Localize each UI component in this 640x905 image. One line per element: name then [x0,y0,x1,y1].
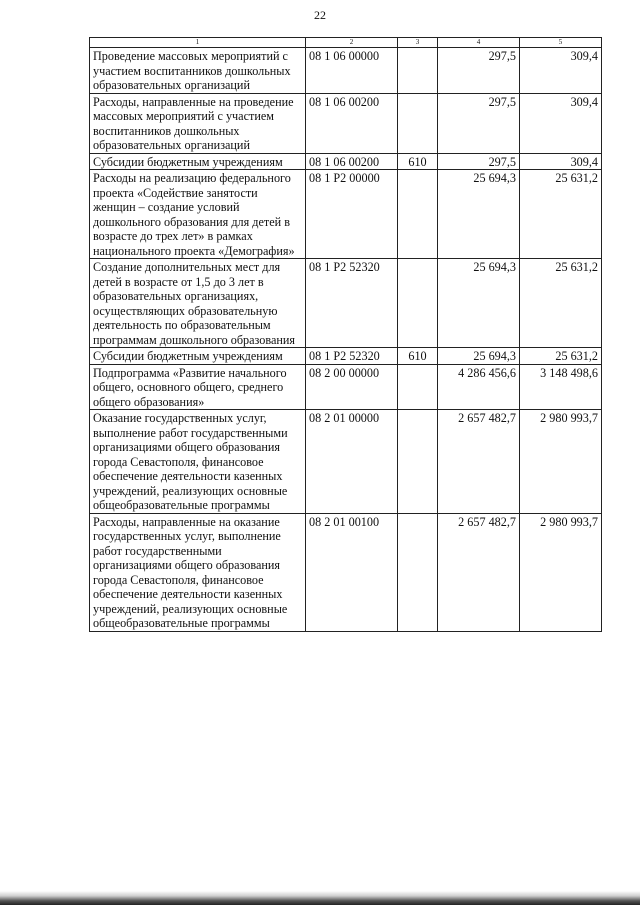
row-value-1: 25 694,3 [438,259,520,348]
row-value-1: 4 286 456,6 [438,364,520,410]
row-vr [398,410,438,514]
row-code: 08 2 00 00000 [306,364,398,410]
table-row [90,170,602,259]
header-col-1: 1 [90,38,306,48]
row-value-1: 297,5 [438,48,520,94]
header-col-4: 4 [438,38,520,48]
row-vr: 610 [398,348,438,365]
row-name: Проведение массовых мероприятий с участием воспитанников дошкольных образовательных организаций [90,48,306,94]
row-value-2: 25 631,2 [520,348,602,365]
row-vr [398,364,438,410]
row-vr [398,170,438,259]
table-row [90,348,602,365]
row-code: 08 2 01 00100 [306,513,398,631]
row-name: Оказание государственных услуг, выполнение работ государственными организациями общего образования города Севастополя, финансовое обеспечение деятельности казенных учреждений, реализующих основные общеобразовательные программы [90,410,306,514]
table-row [90,259,602,348]
table-row [90,48,602,94]
row-name: Подпрограмма «Развитие начального общего, основного общего, среднего общего образования» [90,364,306,410]
header-col-5: 5 [520,38,602,48]
row-value-2: 2 980 993,7 [520,410,602,514]
row-name: Создание дополнительных мест для детей в возрасте от 1,5 до 3 лет в образовательных организациях, осуществляющих образовательную деятельность по образовательным программам дошкольного образования [90,259,306,348]
table-row [90,410,602,514]
row-value-1: 297,5 [438,153,520,170]
budget-table [89,37,602,632]
header-row [90,38,602,48]
table-row [90,93,602,153]
table-row [90,513,602,631]
row-value-2: 25 631,2 [520,259,602,348]
page-number: 22 [314,8,326,22]
row-name: Субсидии бюджетным учреждениям [90,348,306,365]
row-vr [398,513,438,631]
row-value-1: 297,5 [438,93,520,153]
row-name: Расходы на реализацию федерального проекта «Содействие занятости женщин – создание условий дошкольного образования для детей в возрасте до трех лет» в рамках национального проекта «Демография» [90,170,306,259]
row-vr [398,259,438,348]
row-value-2: 309,4 [520,48,602,94]
row-code: 08 2 01 00000 [306,410,398,514]
row-name: Субсидии бюджетным учреждениям [90,153,306,170]
row-vr [398,48,438,94]
row-value-1: 2 657 482,7 [438,410,520,514]
scan-bottom-edge [0,891,640,905]
row-code: 08 1 P2 52320 [306,348,398,365]
row-vr [398,93,438,153]
table-row [90,364,602,410]
row-value-2: 2 980 993,7 [520,513,602,631]
row-value-2: 309,4 [520,153,602,170]
row-value-2: 25 631,2 [520,170,602,259]
row-value-1: 25 694,3 [438,170,520,259]
row-code: 08 1 06 00200 [306,153,398,170]
header-col-2: 2 [306,38,398,48]
row-name: Расходы, направленные на проведение массовых мероприятий с участием воспитанников дошкольных образовательных организаций [90,93,306,153]
row-code: 08 1 06 00200 [306,93,398,153]
table-row [90,153,602,170]
row-code: 08 1 P2 52320 [306,259,398,348]
row-code: 08 1 P2 00000 [306,170,398,259]
row-value-2: 309,4 [520,93,602,153]
row-code: 08 1 06 00000 [306,48,398,94]
row-value-1: 2 657 482,7 [438,513,520,631]
row-value-1: 25 694,3 [438,348,520,365]
header-col-3: 3 [398,38,438,48]
row-value-2: 3 148 498,6 [520,364,602,410]
row-vr: 610 [398,153,438,170]
row-name: Расходы, направленные на оказание государственных услуг, выполнение работ государственными организациями общего образования города Севастополя, финансовое обеспечение деятельности казенных учреждений, реализующих основные общеобразовательные программы [90,513,306,631]
